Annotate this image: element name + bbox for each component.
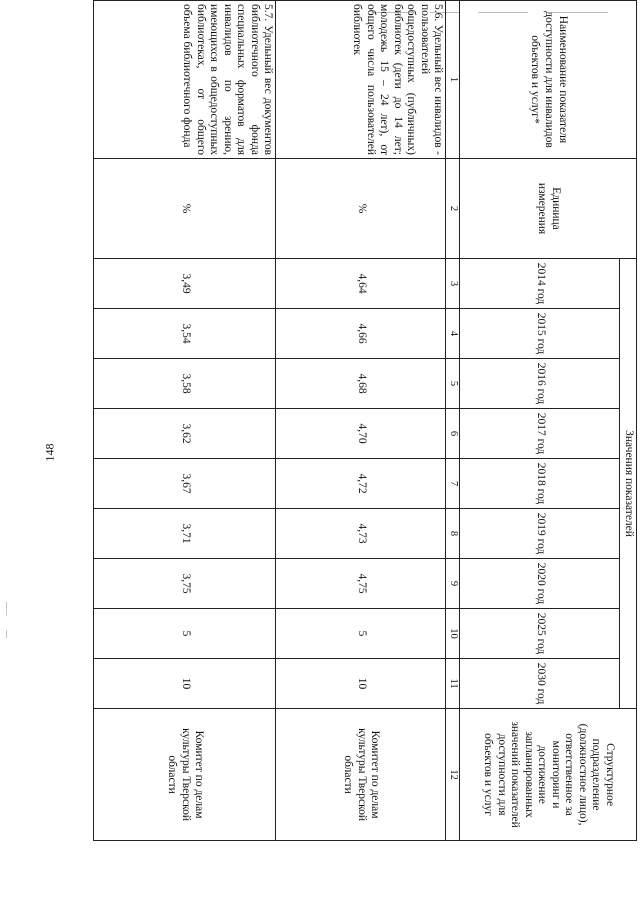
scan-artifact-mark bbox=[6, 602, 7, 616]
header-year: 2030 год bbox=[460, 659, 620, 709]
indicator-value: 10 bbox=[94, 659, 276, 709]
column-number: 10 bbox=[446, 609, 460, 659]
indicator-name: 5.7. Удельный вес документов библиотечного фонда специальных форматов для инвалидов по зрению, имеющихся в общедоступных библиотеках, от общего объема библиотечного фонда bbox=[94, 1, 276, 159]
column-number: 2 bbox=[446, 159, 460, 259]
responsible-department: Комитет по делам культуры Тверской области bbox=[94, 709, 276, 841]
header-year: 2015 год bbox=[460, 309, 620, 359]
responsible-department: Комитет по делам культуры Тверской области bbox=[276, 709, 446, 841]
indicator-value: 3,71 bbox=[94, 509, 276, 559]
indicator-value: 4,73 bbox=[276, 509, 446, 559]
indicator-name: 5.6. Удельный вес инвалидов - пользователей общедоступных (публичных) библиотек (дети до 14 лет; молодежь 15 – 24 лет), от общего числа пользователей библиотек bbox=[276, 1, 446, 159]
header-responsible: Структурное подразделение (должностное лицо), ответственное за мониторинг и достижение запланированных значений показателей доступности для объектов и услуг bbox=[460, 709, 637, 841]
indicator-value: 4,64 bbox=[276, 259, 446, 309]
header-year: 2020 год bbox=[460, 559, 620, 609]
indicator-value: 3,54 bbox=[94, 309, 276, 359]
table-row bbox=[276, 1, 446, 841]
table-row bbox=[94, 1, 276, 841]
column-number: 11 bbox=[446, 659, 460, 709]
indicator-value: 3,49 bbox=[94, 259, 276, 309]
header-name: Наименование показателя доступности для инвалидов объектов и услуг* bbox=[460, 1, 637, 159]
indicator-value: 4,70 bbox=[276, 409, 446, 459]
scan-artifact-mark bbox=[6, 630, 7, 638]
column-number: 8 bbox=[446, 509, 460, 559]
indicator-value: 4,68 bbox=[276, 359, 446, 409]
column-number: 3 bbox=[446, 259, 460, 309]
rotated-table-container bbox=[89, 0, 637, 840]
column-number: 1 bbox=[446, 1, 460, 159]
indicator-value: 4,66 bbox=[276, 309, 446, 359]
indicator-value: 10 bbox=[276, 659, 446, 709]
column-number: 4 bbox=[446, 309, 460, 359]
indicator-value: 4,75 bbox=[276, 559, 446, 609]
header-year: 2019 год bbox=[460, 509, 620, 559]
accessibility-indicators-table bbox=[93, 0, 637, 841]
header-unit: Единица измерения bbox=[460, 159, 637, 259]
indicator-value: 3,67 bbox=[94, 459, 276, 509]
header-year: 2018 год bbox=[460, 459, 620, 509]
indicator-unit: % bbox=[94, 159, 276, 259]
page-number: 148 bbox=[42, 443, 57, 462]
indicator-value: 5 bbox=[276, 609, 446, 659]
column-number: 12 bbox=[446, 709, 460, 841]
indicator-value: 5 bbox=[94, 609, 276, 659]
column-number: 9 bbox=[446, 559, 460, 609]
indicator-unit: % bbox=[276, 159, 446, 259]
column-number: 7 bbox=[446, 459, 460, 509]
header-values-group: Значения показателей bbox=[620, 259, 637, 709]
indicator-value: 3,75 bbox=[94, 559, 276, 609]
header-year: 2017 год bbox=[460, 409, 620, 459]
indicator-value: 3,62 bbox=[94, 409, 276, 459]
column-number: 6 bbox=[446, 409, 460, 459]
indicator-value: 3,58 bbox=[94, 359, 276, 409]
header-year: 2016 год bbox=[460, 359, 620, 409]
column-number: 5 bbox=[446, 359, 460, 409]
header-year: 2025 год bbox=[460, 609, 620, 659]
indicator-value: 4,72 bbox=[276, 459, 446, 509]
header-year: 2014 год bbox=[460, 259, 620, 309]
